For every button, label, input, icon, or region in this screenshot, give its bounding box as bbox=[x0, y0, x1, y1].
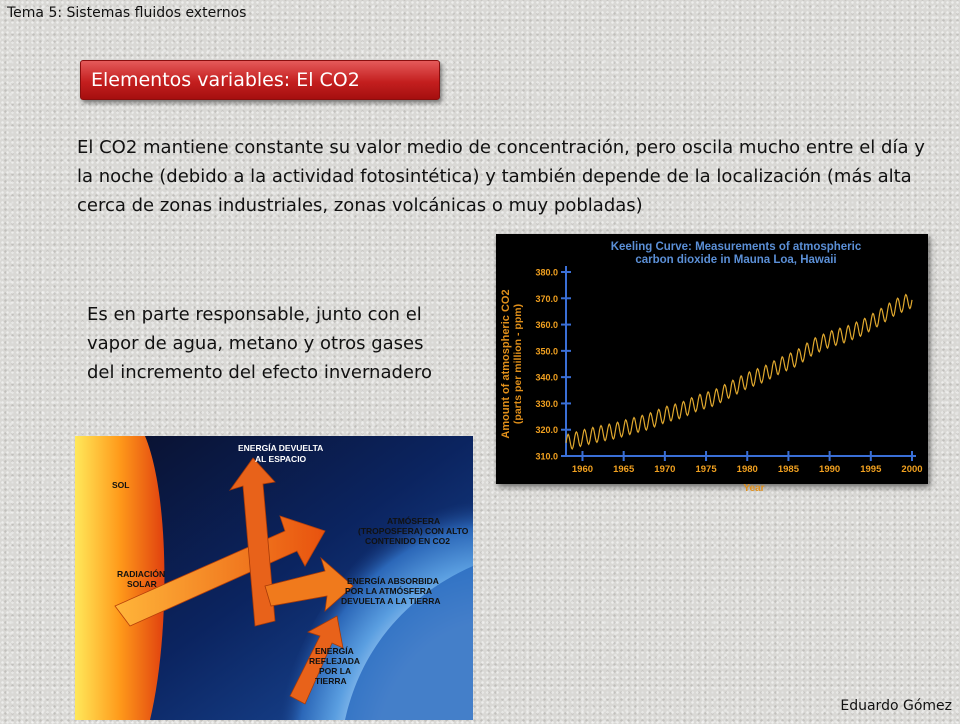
label-sol: SOL bbox=[112, 480, 130, 490]
chart-y-label-1: Amount of atmospheric CO2 bbox=[500, 289, 512, 439]
chart-x-tick-label: 1965 bbox=[613, 464, 635, 475]
slide-header: Tema 5: Sistemas fluidos externos bbox=[7, 5, 247, 21]
chart-x-tick-label: 2000 bbox=[901, 464, 923, 475]
paragraph-greenhouse: Es en parte responsable, junto con el vapor de agua, metano y otros gases del incremento del efecto invernadero bbox=[87, 304, 432, 383]
label-absorbida-2: POR LA ATMÓSFERA bbox=[345, 586, 433, 596]
label-reflejada-1: ENERGÍA bbox=[315, 646, 354, 656]
keeling-curve-chart bbox=[496, 234, 928, 494]
label-atmosfera-1: ATMÓSFERA bbox=[387, 516, 441, 526]
paragraph-co2-variation: El CO2 mantiene constante su valor medio de concentración, pero oscila mucho entre el día y la noche (debido a la actividad fotosintética) y también depende de la localización (más alta cerca de zonas industriales, zonas volcánicas o muy pobladas) bbox=[77, 137, 925, 216]
chart-title-line-1: Keeling Curve: Measurements of atmospheric bbox=[610, 241, 862, 253]
label-radiacion-2: SOLAR bbox=[127, 579, 157, 589]
chart-y-tick-label: 340.0 bbox=[535, 372, 558, 383]
chart-x-tick-label: 1975 bbox=[695, 464, 717, 475]
chart-x-tick-label: 1980 bbox=[736, 464, 758, 475]
chart-y-tick-label: 370.0 bbox=[535, 293, 558, 304]
chart-y-label-2: (parts per million - ppm) bbox=[512, 303, 524, 425]
chart-y-tick-label: 330.0 bbox=[535, 398, 558, 409]
chart-x-tick-label: 1995 bbox=[860, 464, 882, 475]
label-reflejada-2: REFLEJADA bbox=[309, 656, 361, 666]
label-radiacion-1: RADIACIÓN bbox=[117, 569, 166, 579]
label-reflejada-4: TIERRA bbox=[315, 676, 347, 686]
chart-y-tick-label: 320.0 bbox=[535, 425, 558, 436]
label-atmosfera-3: CONTENIDO EN CO2 bbox=[365, 536, 451, 546]
label-absorbida-3: DEVUELTA A LA TIERRA bbox=[341, 596, 441, 606]
label-atmosfera-2: (TROPOSFERA) CON ALTO bbox=[358, 526, 469, 536]
chart-y-tick-label: 310.0 bbox=[535, 451, 558, 462]
chart-y-tick-label: 350.0 bbox=[535, 346, 558, 357]
chart-y-tick-label: 360.0 bbox=[535, 320, 558, 331]
chart-x-tick-label: 1990 bbox=[819, 464, 841, 475]
chart-x-tick-label: 1985 bbox=[777, 464, 799, 475]
label-absorbida-1: ENERGÍA ABSORBIDA bbox=[347, 576, 439, 586]
co2-series-line bbox=[566, 295, 912, 449]
chart-x-tick-label: 1960 bbox=[571, 464, 594, 475]
chart-y-tick-label: 380.0 bbox=[535, 267, 558, 278]
greenhouse-effect-illustration bbox=[75, 436, 473, 720]
label-devuelta-1: ENERGÍA DEVUELTA bbox=[238, 443, 324, 453]
keeling-chart-svg bbox=[496, 234, 928, 494]
label-reflejada-3: POR LA bbox=[319, 666, 352, 676]
label-devuelta-2: AL ESPACIO bbox=[255, 454, 307, 464]
chart-x-tick-label: 1970 bbox=[654, 464, 676, 475]
chart-x-label: Year bbox=[743, 483, 765, 494]
slide-title: Elementos variables: El CO2 bbox=[80, 60, 440, 100]
author-footer: Eduardo Gómez bbox=[840, 698, 952, 714]
chart-title-line-2: carbon dioxide in Mauna Loa, Hawaii bbox=[635, 254, 837, 266]
